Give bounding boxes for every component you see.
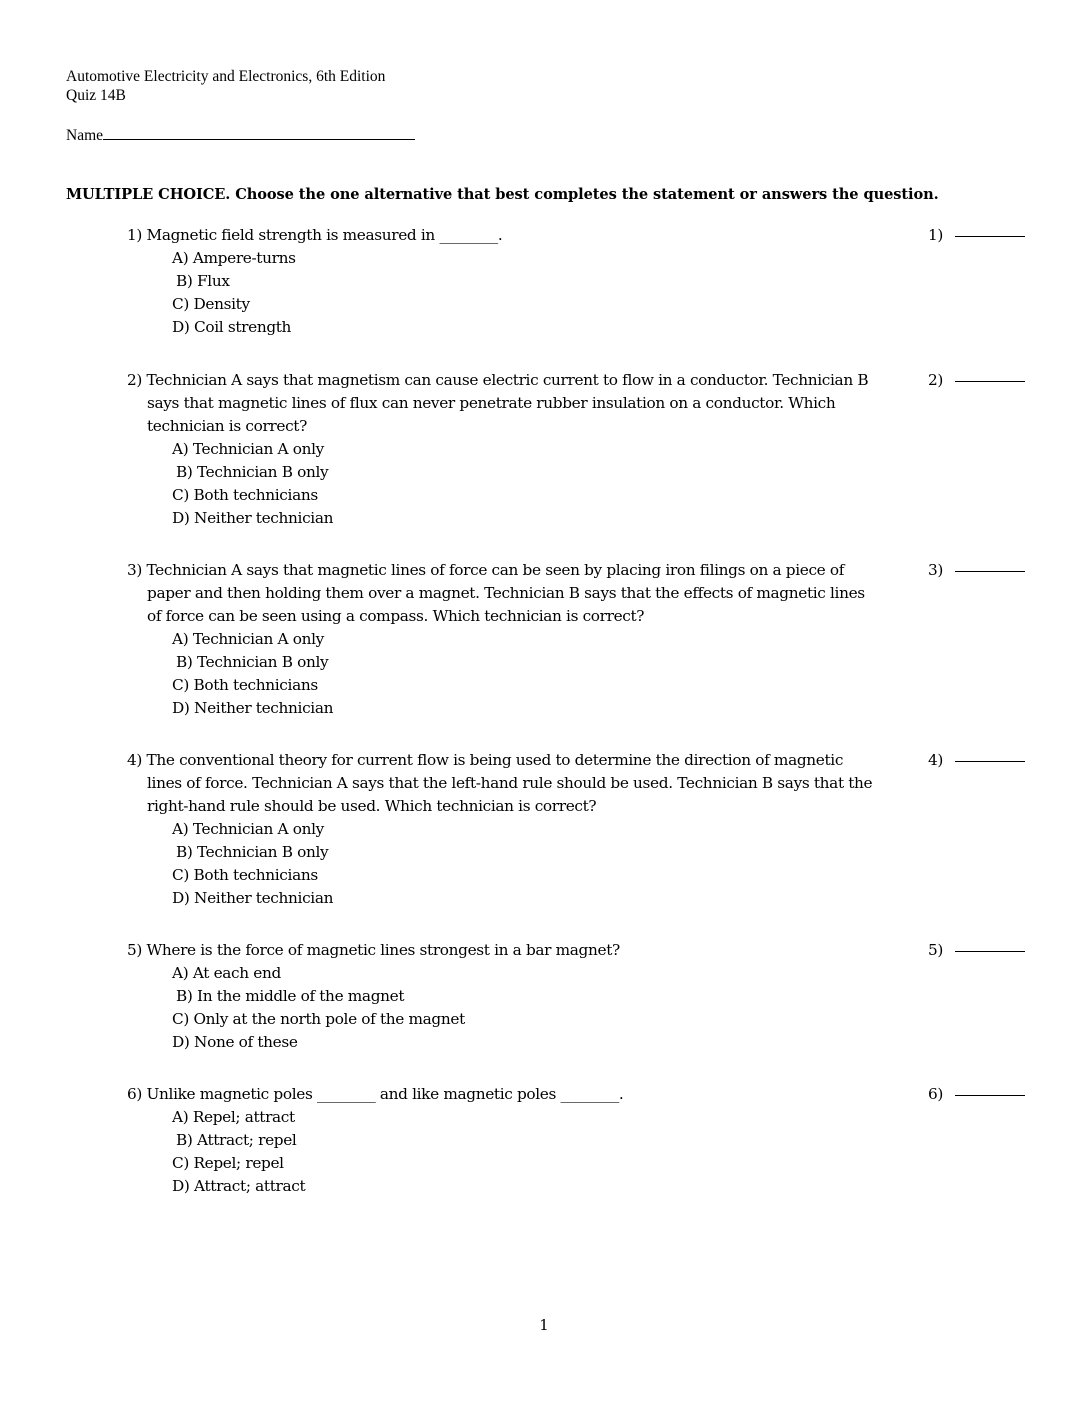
answer-option[interactable]: C) Only at the north pole of the magnet (172, 1010, 465, 1028)
question-stem-line: paper and then holding them over a magnet. Technician B says that the effects of magnetic lines (147, 584, 865, 602)
question-stem-line: 2) Technician A says that magnetism can cause electric current to flow in a conductor. Technician B (127, 371, 869, 389)
answer-option[interactable]: A) At each end (172, 964, 281, 982)
question-3 (127, 559, 1067, 720)
question-stem-line: right-hand rule should be used. Which technician is correct? (147, 797, 597, 815)
page-number: 1 (539, 1316, 549, 1334)
answer-option[interactable]: B) Flux (176, 272, 230, 290)
question-5 (127, 939, 1067, 1054)
answer-option[interactable]: C) Both technicians (172, 486, 318, 504)
answer-option[interactable]: A) Ampere-turns (172, 249, 296, 267)
instructions: MULTIPLE CHOICE. Choose the one alternative that best completes the statement or answers the question. (66, 186, 939, 203)
answer-option[interactable]: A) Repel; attract (172, 1108, 295, 1126)
answer-number: 4) (928, 751, 944, 769)
answer-option[interactable]: D) Neither technician (172, 699, 334, 717)
course-title: Automotive Electricity and Electronics, 6th Edition (66, 68, 386, 85)
question-stem-line: of force can be seen using a compass. Which technician is correct? (147, 607, 645, 625)
answer-number: 2) (928, 371, 944, 389)
question-stem-line: lines of force. Technician A says that the left-hand rule should be used. Technician B says that the (147, 774, 873, 792)
answer-blank[interactable] (955, 571, 1025, 572)
question-stem-line: 4) The conventional theory for current flow is being used to determine the direction of magnetic (127, 751, 844, 769)
answer-number: 3) (928, 561, 944, 579)
answer-blank[interactable] (955, 761, 1025, 762)
name-field[interactable] (66, 125, 415, 145)
question-2 (127, 369, 1067, 530)
answer-option[interactable]: B) Technician B only (176, 653, 329, 671)
answer-option[interactable]: D) Neither technician (172, 509, 334, 527)
answer-option[interactable]: C) Density (172, 295, 250, 313)
question-stem-line: technician is correct? (147, 417, 307, 435)
question-6 (127, 1083, 1067, 1198)
question-stem-line: 6) Unlike magnetic poles ________ and like magnetic poles ________. (127, 1085, 624, 1103)
answer-option[interactable]: A) Technician A only (172, 440, 324, 458)
answer-blank[interactable] (955, 236, 1025, 237)
quiz-title: Quiz 14B (66, 87, 126, 104)
name-label: Name (66, 127, 104, 144)
question-stem-line: 1) Magnetic field strength is measured in ________. (127, 226, 503, 244)
answer-option[interactable]: B) Attract; repel (176, 1131, 297, 1149)
answer-option[interactable]: D) None of these (172, 1033, 298, 1051)
answer-option[interactable]: D) Neither technician (172, 889, 334, 907)
answer-option[interactable]: C) Repel; repel (172, 1154, 284, 1172)
question-4 (127, 749, 1067, 910)
question-stem-line: says that magnetic lines of flux can never penetrate rubber insulation on a conductor. Which (147, 394, 836, 412)
answer-option[interactable]: D) Coil strength (172, 318, 292, 336)
answer-option[interactable]: C) Both technicians (172, 866, 318, 884)
answer-number: 1) (928, 226, 944, 244)
answer-number: 6) (928, 1085, 944, 1103)
answer-blank[interactable] (955, 951, 1025, 952)
answer-option[interactable]: B) In the middle of the magnet (176, 987, 405, 1005)
answer-option[interactable]: B) Technician B only (176, 463, 329, 481)
question-stem-line: 3) Technician A says that magnetic lines of force can be seen by placing iron filings on a piece of (127, 561, 845, 579)
question-stem-line: 5) Where is the force of magnetic lines strongest in a bar magnet? (127, 941, 620, 959)
answer-option[interactable]: C) Both technicians (172, 676, 318, 694)
answer-option[interactable]: A) Technician A only (172, 630, 324, 648)
answer-number: 5) (928, 941, 944, 959)
answer-option[interactable]: A) Technician A only (172, 820, 324, 838)
answer-blank[interactable] (955, 1095, 1025, 1096)
answer-option[interactable]: B) Technician B only (176, 843, 329, 861)
answer-option[interactable]: D) Attract; attract (172, 1177, 306, 1195)
answer-blank[interactable] (955, 381, 1025, 382)
name-blank[interactable] (103, 125, 415, 140)
question-1 (127, 224, 1067, 339)
